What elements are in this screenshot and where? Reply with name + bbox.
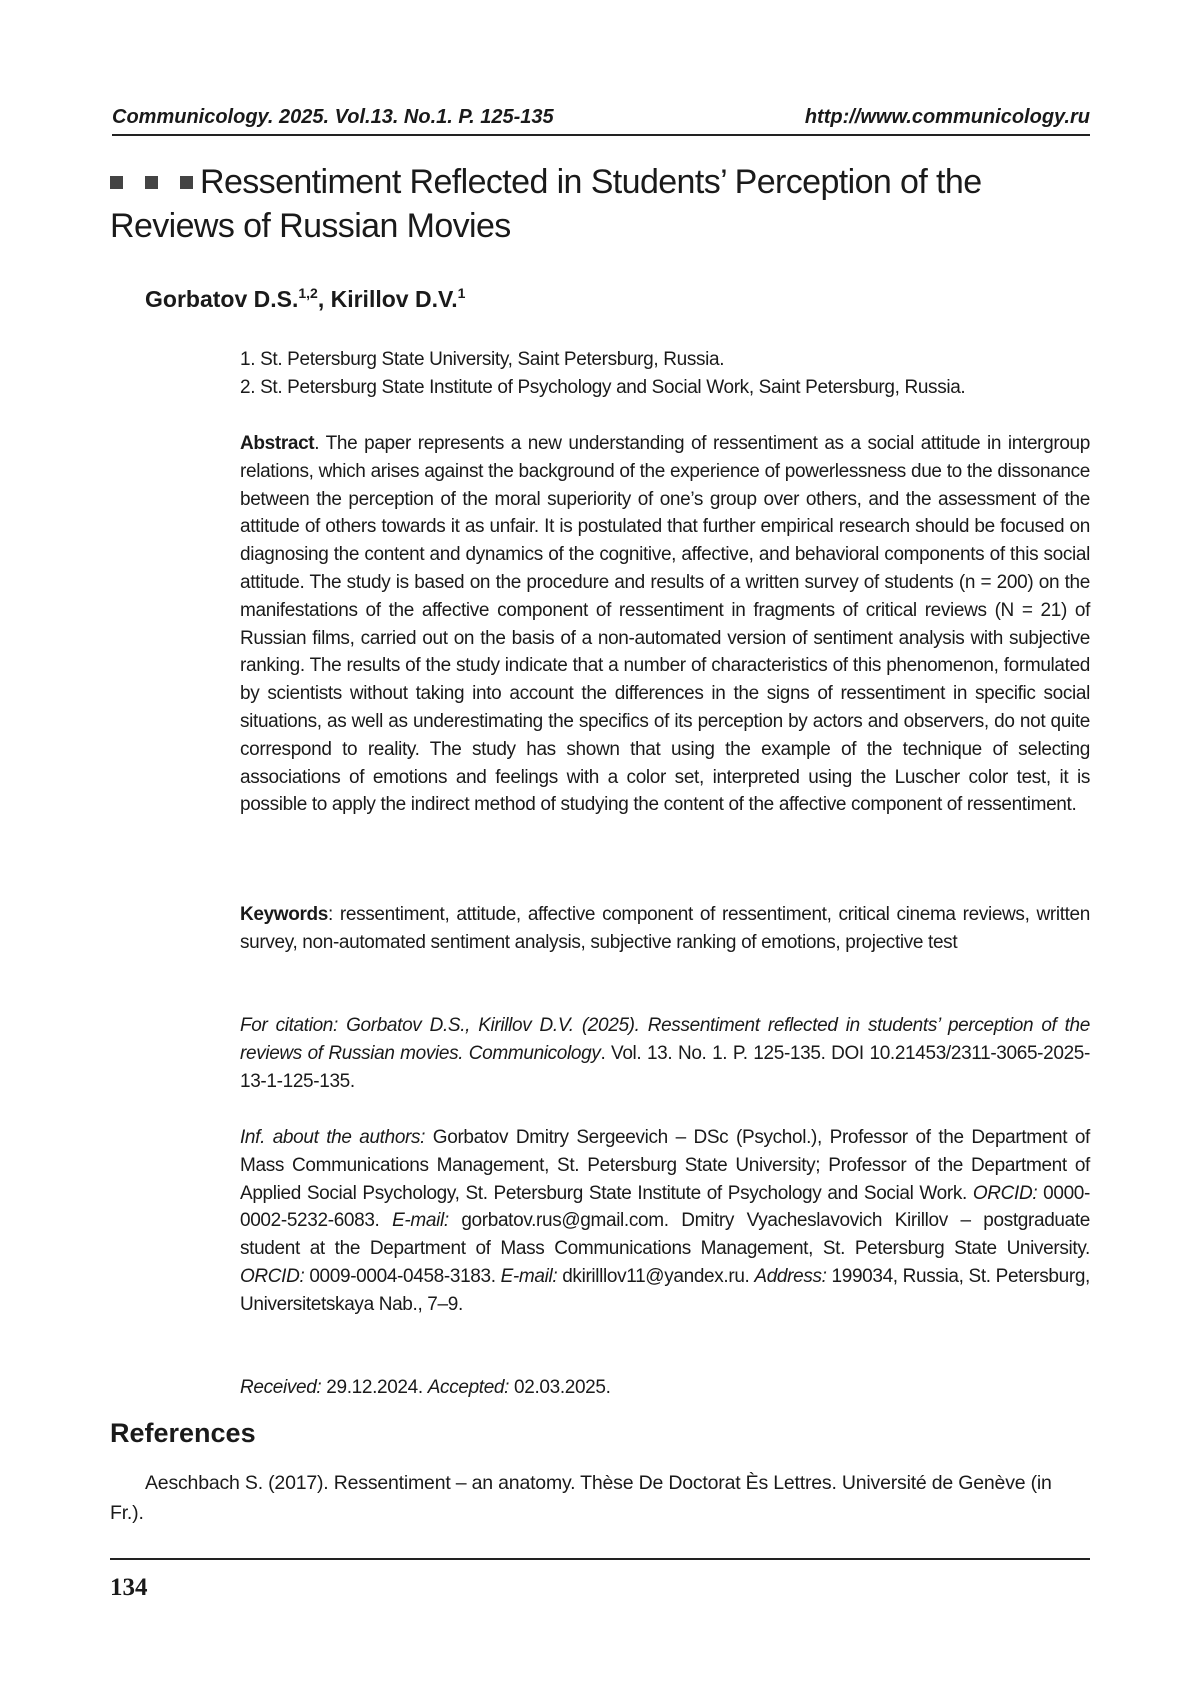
abstract-text: . The paper represents a new understanding of ressentiment as a social attitude in intergroup relations, which arises against the background of the experience of powerlessness due to the dissonance between the perception of the moral superiority of one’s group over others, and the assessment of the attitude of others towards it as unfair. It is postulated that further empirical research should be focused on diagnosing the content and dynamics of the cognitive, affective, and behavioral components of this social attitude. The study is based on the procedure and results of a written survey of students (n = 200) on the manifestations of the affective component of ressentiment in fragments of critical reviews (N = 21) of Russian films, carried out on the basis of a non-automated version of sentiment analysis with subjective ranking. The results of the study indicate that a number of characteristics of this phenomenon, formulated by scientists without taking into account the differences in the signs of ressentiment in specific social situations, as well as underestimating the specifics of its perception by actors and observers, do not quite correspond to reality. The study has shown that using the example of the technique of selecting associations of emotions and feelings with a color set, interpreted using the Luscher color test, it is possible to apply the indirect method of studying the content of the affective component of ressentiment. (240, 433, 1090, 816)
orcid-value: 0000-0002-5232-6083. (240, 1182, 1090, 1232)
running-header (112, 104, 1090, 136)
journal-citation-header: Communicology. 2025. Vol.13. No.1. P. 125-135 (112, 106, 554, 128)
square-bullet-icon (110, 176, 123, 189)
keywords-text: : ressentiment, attitude, affective component of ressentiment, critical cinema reviews, written survey, non-automated sentiment analysis, subjective ranking of emotions, projective test (240, 904, 1090, 953)
email-value: gorbatov.rus@gmail.com. Dmitry Vyacheslavovich Kirillov – postgraduate student at the Department of Mass Communications Management, St. Petersburg State University. (240, 1210, 1090, 1260)
abstract-label: Abstract (240, 433, 315, 454)
citation-plain: . Vol. 13. No. 1. P. 125-135. DOI 10.21453/2311-3065-2025-13-1-125-135. (240, 1042, 1090, 1092)
email-label: E-mail: (392, 1210, 449, 1232)
keywords-label: Keywords (240, 904, 329, 925)
page-number: 134 (110, 1574, 148, 1601)
orcid-label: ORCID: (240, 1265, 305, 1287)
address-label: Address: (754, 1265, 827, 1287)
authors-line (145, 286, 465, 313)
square-bullet-icon (145, 176, 158, 189)
abstract (240, 430, 1090, 819)
author-name: Gorbatov D.S. (145, 286, 299, 312)
footer-divider (110, 1558, 1090, 1560)
address-value: 199034, Russia, St. Petersburg, Universitetskaya Nab., 7–9. (240, 1265, 1090, 1315)
about-authors-text: Gorbatov Dmitry Sergeevich – DSc (Psychol.), Professor of the Department of Mass Communications Management, St. Petersburg State University; Professor of the Department of Applied Social Psychology, St. Petersburg State Institute of Psychology and Social Work. (240, 1127, 1090, 1204)
affiliation-item: 2. St. Petersburg State Institute of Psychology and Social Work, Saint Petersburg, Russia. (240, 376, 966, 398)
square-bullet-icon (180, 176, 193, 189)
accepted-date: 02.03.2025. (509, 1377, 611, 1398)
author-name: Kirillov D.V. (330, 286, 458, 312)
accepted-label: Accepted: (427, 1377, 510, 1398)
affiliations (240, 346, 1090, 402)
references-heading: References (110, 1418, 256, 1448)
keywords (240, 901, 1090, 957)
orcid-label: ORCID: (972, 1182, 1038, 1204)
about-authors (240, 1124, 1090, 1319)
citation-italic: For citation: Gorbatov D.S., Kirillov D.V. (2025). Ressentiment reflected in students’ perception of the reviews of Russian movies. Communicology (240, 1015, 1090, 1064)
article-title: Ressentiment Reflected in Students’ Perception of the Reviews of Russian Movies (110, 163, 982, 245)
article-title-block (110, 160, 1090, 248)
email-value: dkirilllov11@yandex.ru. (557, 1265, 755, 1287)
email-label: E-mail: (500, 1265, 558, 1287)
reference-item: Aeschbach S. (2017). Ressentiment – an anatomy. Thèse De Doctorat Ès Lettres. Université de Genève (in Fr.). (110, 1472, 1052, 1524)
journal-url-header: http://www.communicology.ru (804, 106, 1090, 128)
received-date: 29.12.2024. (321, 1377, 428, 1398)
author-separator: , (317, 286, 331, 312)
dates-line (240, 1374, 1090, 1402)
affiliation-item: 1. St. Petersburg State University, Saint Petersburg, Russia. (240, 349, 725, 370)
orcid-value: 0009-0004-0458-3183. (304, 1265, 501, 1287)
received-label: Received: (240, 1377, 322, 1398)
author-affiliation-sup: 1 (457, 285, 466, 301)
about-authors-label: Inf. about the authors: (240, 1127, 426, 1148)
citation (240, 1012, 1090, 1095)
author-affiliation-sup: 1,2 (298, 285, 318, 301)
